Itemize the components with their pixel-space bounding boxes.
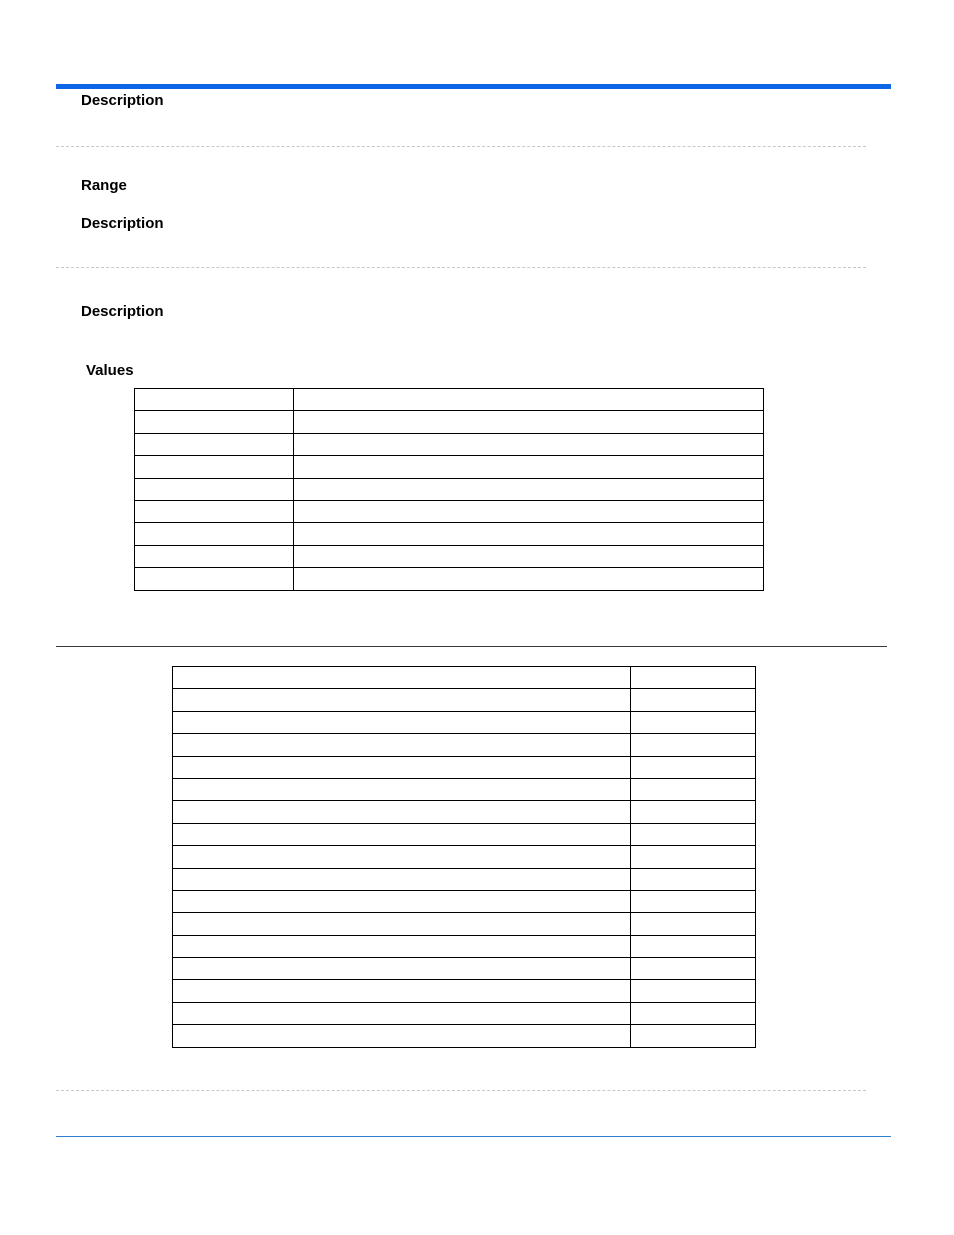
table-row — [173, 689, 756, 711]
table-cell — [173, 890, 631, 912]
table-cell — [135, 411, 294, 433]
table-row — [173, 913, 756, 935]
table-cell — [631, 868, 756, 890]
table-row — [173, 890, 756, 912]
table-row — [173, 1025, 756, 1047]
table-cell — [631, 689, 756, 711]
table-row — [173, 1002, 756, 1024]
table-cell — [294, 389, 764, 411]
table-cell — [173, 711, 631, 733]
table-cell — [173, 801, 631, 823]
table-cell — [173, 734, 631, 756]
table-row — [173, 823, 756, 845]
table-cell — [631, 1002, 756, 1024]
dashed-divider-3 — [56, 1090, 866, 1091]
table-row — [135, 478, 764, 500]
table-cell — [294, 478, 764, 500]
table-row — [135, 523, 764, 545]
dashed-divider-2 — [56, 267, 866, 268]
dashed-divider-1 — [56, 146, 866, 147]
table-cell — [173, 846, 631, 868]
table-cell — [294, 523, 764, 545]
section-label-range: Range — [81, 177, 127, 194]
footer-rule — [56, 1136, 891, 1137]
table-cell — [173, 689, 631, 711]
table-row — [173, 734, 756, 756]
table-row — [135, 568, 764, 590]
table-cell — [294, 500, 764, 522]
table-cell — [173, 868, 631, 890]
table-cell — [173, 980, 631, 1002]
table-cell — [173, 778, 631, 800]
table-row — [135, 433, 764, 455]
table-cell — [135, 433, 294, 455]
table-cell — [631, 756, 756, 778]
table-cell — [631, 913, 756, 935]
table-cell — [631, 801, 756, 823]
table-cell — [173, 1002, 631, 1024]
table-cell — [294, 433, 764, 455]
table-cell — [294, 545, 764, 567]
table-cell — [173, 935, 631, 957]
values-table — [134, 388, 764, 591]
table-cell — [631, 734, 756, 756]
section-label-description-1: Description — [81, 92, 164, 109]
table-cell — [135, 568, 294, 590]
table-cell — [135, 545, 294, 567]
table-row — [173, 667, 756, 689]
table-row — [173, 980, 756, 1002]
table-cell — [173, 823, 631, 845]
table-row — [173, 935, 756, 957]
table-cell — [173, 667, 631, 689]
table-cell — [135, 389, 294, 411]
table-cell — [135, 478, 294, 500]
header-accent-bar — [56, 84, 891, 89]
table-cell — [631, 778, 756, 800]
table-cell — [294, 411, 764, 433]
table-cell — [173, 756, 631, 778]
table-row — [135, 500, 764, 522]
table-cell — [135, 456, 294, 478]
section-label-description-2: Description — [81, 215, 164, 232]
table-cell — [631, 958, 756, 980]
table-row — [173, 846, 756, 868]
table-cell — [135, 500, 294, 522]
table-row — [173, 958, 756, 980]
table-cell — [631, 980, 756, 1002]
table-row — [135, 456, 764, 478]
table-cell — [173, 913, 631, 935]
table-cell — [631, 667, 756, 689]
table-row — [135, 411, 764, 433]
table-cell — [631, 1025, 756, 1047]
table-cell — [631, 935, 756, 957]
table-cell — [631, 711, 756, 733]
table-row — [173, 711, 756, 733]
section-divider — [56, 646, 887, 647]
table-cell — [631, 823, 756, 845]
table-cell — [294, 568, 764, 590]
table-row — [173, 778, 756, 800]
table-cell — [135, 523, 294, 545]
section-label-values: Values — [86, 362, 134, 379]
table-cell — [173, 1025, 631, 1047]
table-row — [173, 756, 756, 778]
section-label-description-3: Description — [81, 303, 164, 320]
table-cell — [173, 958, 631, 980]
table-row — [135, 545, 764, 567]
register-table — [172, 666, 756, 1048]
table-cell — [631, 846, 756, 868]
table-row — [173, 801, 756, 823]
table-cell — [294, 456, 764, 478]
table-row — [135, 389, 764, 411]
table-cell — [631, 890, 756, 912]
table-row — [173, 868, 756, 890]
